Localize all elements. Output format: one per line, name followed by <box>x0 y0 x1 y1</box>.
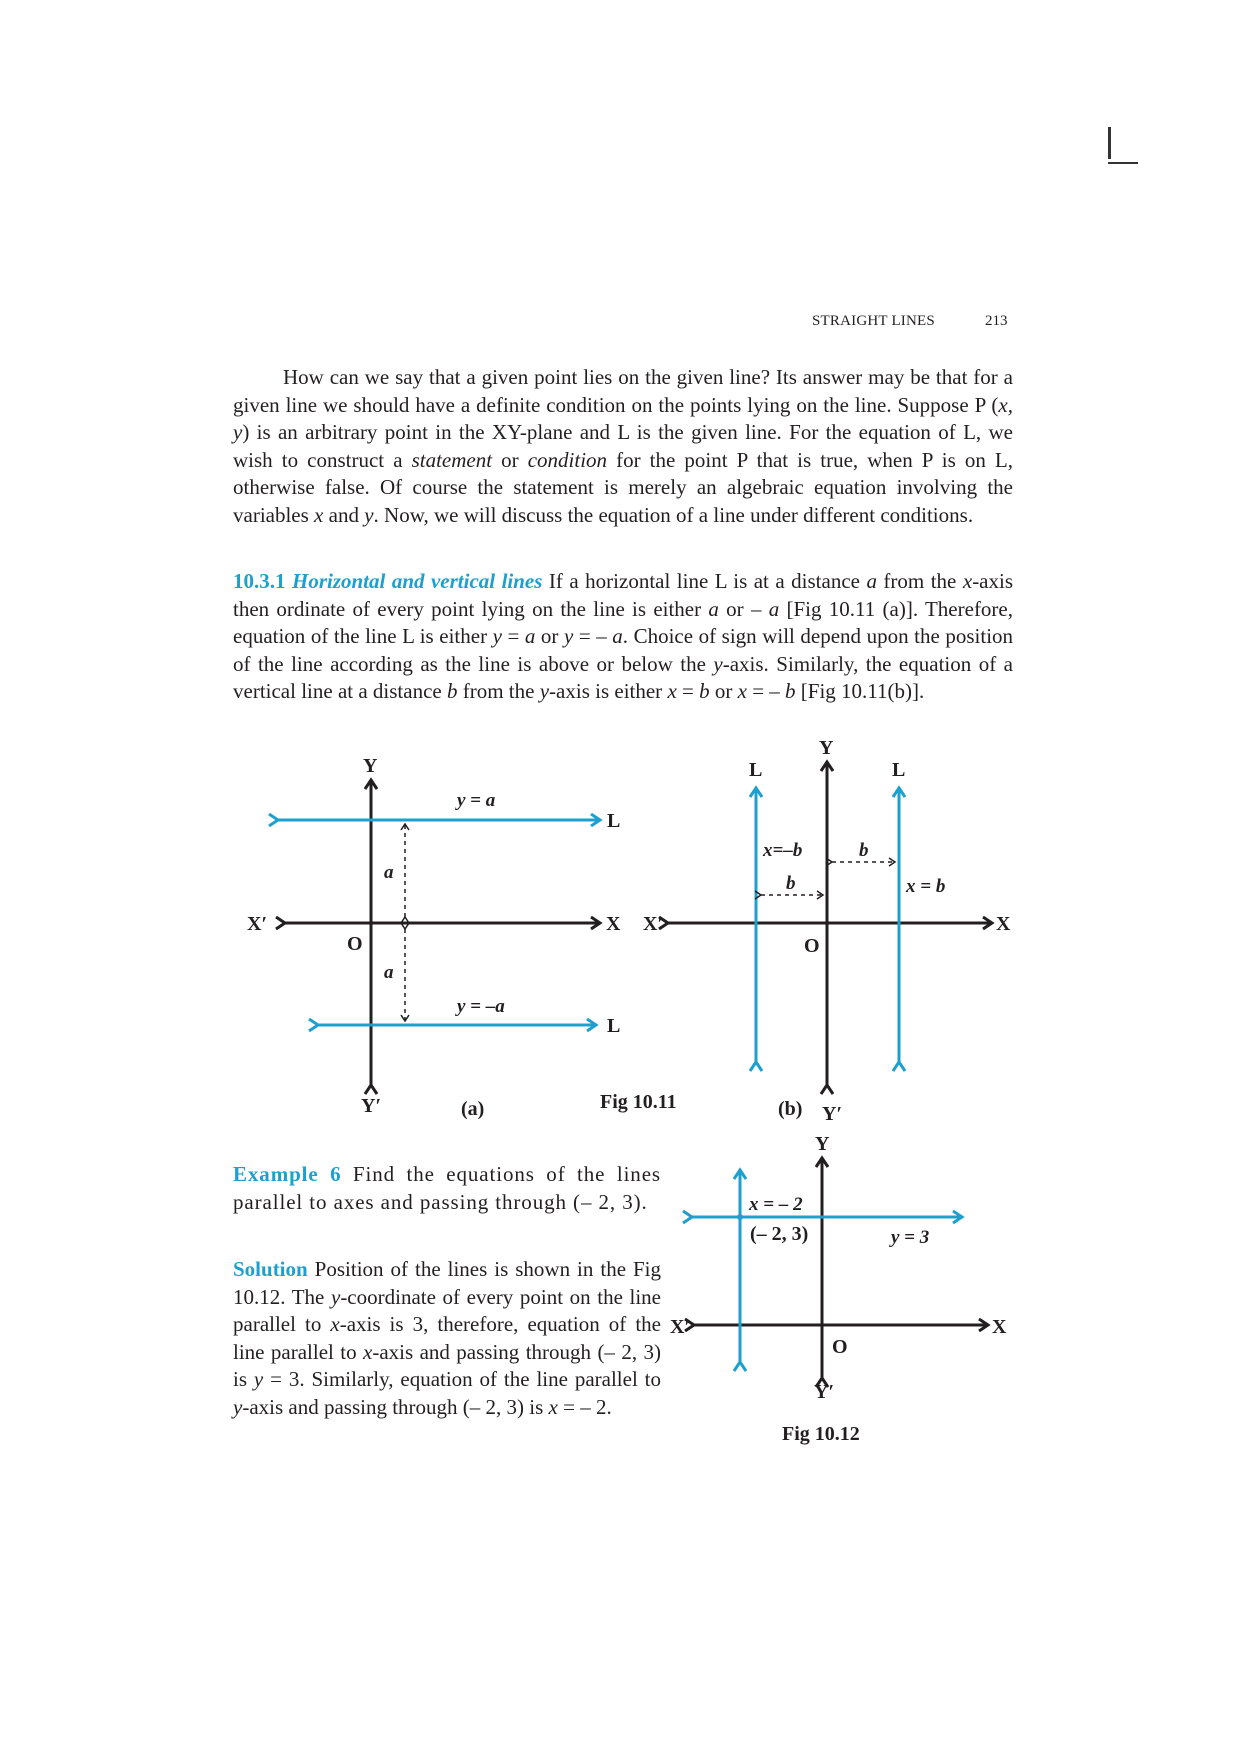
math-variable: a <box>524 624 536 649</box>
fig-b-distance-label-left: b <box>786 873 796 894</box>
math-variable: x, y <box>233 392 1013 445</box>
text-run: and <box>323 502 365 527</box>
math-variable: x <box>548 1394 558 1419</box>
math-variable: y <box>539 679 550 704</box>
text-run: = – <box>746 679 786 704</box>
text-run: = <box>501 624 525 649</box>
fig-b-line-label-right: L <box>892 759 906 781</box>
fig-a-y-neg-label: Y′ <box>361 1095 382 1117</box>
fig-a-origin-label: O <box>347 933 363 955</box>
text-run: Position of the lines is shown in the Fig 10.12. The <box>233 1257 661 1309</box>
fig-a-line-label-bottom: L <box>607 1015 621 1037</box>
math-variable: y <box>492 624 502 649</box>
fig-10-11-caption: Fig 10.11 <box>600 1091 677 1113</box>
fig12-x-neg-label: X′ <box>670 1316 691 1338</box>
fig-a-eq-bottom: y = –a <box>457 996 505 1017</box>
math-variable: y <box>713 651 723 676</box>
math-variable: b <box>785 679 796 704</box>
text-run: = 3. Similarly, equation of the line parallel to <box>263 1367 661 1392</box>
solution-body <box>233 1257 661 1419</box>
text-run: = – <box>573 624 613 649</box>
text-run: or – <box>718 596 769 621</box>
math-variable: x <box>363 1339 373 1364</box>
text-run: [Fig 10.11 (a)]. Therefore, equation of the line L is either <box>233 596 1013 649</box>
fig12-y-label: Y <box>815 1133 830 1155</box>
running-title: STRAIGHT LINES <box>812 313 935 329</box>
math-variable: x <box>667 679 677 704</box>
text-run: . Choice of sign will depend upon the position of the line according as the line is above or below the <box>233 624 1014 676</box>
math-variable: a <box>612 624 623 649</box>
text-run: = <box>676 679 700 704</box>
math-variable: x <box>737 679 747 704</box>
math-variable: x <box>330 1312 340 1337</box>
text-run: [Fig 10.11(b)]. <box>795 679 925 704</box>
example-6-text <box>233 1161 661 1216</box>
math-variable: a <box>768 596 780 621</box>
solution-label: Solution <box>233 1257 308 1281</box>
text-run: ) is an arbitrary point in the XY-plane and L is the given line. For the equation of L, we wish to construct a <box>233 420 1013 472</box>
fig12-origin-label: O <box>832 1336 848 1358</box>
fig-b-eq-right: x = b <box>906 876 946 897</box>
math-variable: condition <box>527 447 608 472</box>
text-run: for the point P that is true, when P is on L, otherwise false. Of course the statement is merely an algebraic equation involving the variables <box>233 447 1013 527</box>
fig12-point <box>737 1214 743 1220</box>
math-variable: y <box>364 502 374 527</box>
text-run: . Now, we will discuss the equation of a line under different conditions. <box>373 502 974 527</box>
math-variable: y <box>563 624 574 649</box>
text-run: -axis and passing through (– 2, 3) is <box>233 1339 661 1392</box>
section-title: Horizontal and vertical lines <box>291 569 543 593</box>
example-6 <box>233 1161 661 1216</box>
fig-b-distance-label-right: b <box>859 840 869 861</box>
text-run: = – 2. <box>557 1394 612 1419</box>
fig-a-x-neg-label: X′ <box>247 913 268 935</box>
text-run: or <box>535 624 564 649</box>
fig-10-12-caption: Fig 10.12 <box>782 1423 860 1445</box>
fig-b-x-neg-label: X′ <box>643 913 664 935</box>
text-run: -axis is 3, therefore, equation of the line parallel to <box>233 1312 661 1364</box>
fig-a-sublabel: (a) <box>461 1098 485 1120</box>
example-body: Find the equations of the lines parallel to axes and passing through (– 2, 3). <box>233 1162 662 1214</box>
text-run: from the <box>876 569 963 593</box>
fig12-y-neg-label: Y′ <box>814 1381 835 1403</box>
text-run: How can we say that a given point lies on the given line? Its answer may be that for a given line we should have a definite condition on the points lying on the line. Suppose P ( <box>233 365 1013 417</box>
math-variable: y <box>233 1394 243 1419</box>
math-variable: y <box>330 1284 341 1309</box>
fig-a-distance-label-upper: a <box>384 862 394 883</box>
text-run: -axis is either <box>549 679 668 704</box>
math-variable: x <box>962 569 973 593</box>
math-variable: b <box>699 679 710 704</box>
fig-b-x-label: X <box>996 913 1011 935</box>
text-run: -coordinate of every point on the line parallel to <box>233 1284 661 1337</box>
text-run: If a horizontal line L is at a distance <box>542 569 867 593</box>
math-variable: y <box>253 1367 264 1392</box>
text-run: or <box>709 679 738 704</box>
fig12-eq-vertical: x = – 2 <box>749 1194 803 1215</box>
fig-b-sublabel: (b) <box>778 1098 803 1120</box>
math-variable: b <box>446 679 458 704</box>
fig-b-y-neg-label: Y′ <box>822 1103 843 1125</box>
solution-text <box>233 1256 661 1422</box>
fig12-eq-horizontal: y = 3 <box>891 1227 930 1248</box>
text-run: -axis and passing through (– 2, 3) is <box>242 1394 549 1419</box>
fig-a-line-label-top: L <box>607 810 621 832</box>
text-run: -axis. Similarly, the equation of a vertical line at a distance <box>233 651 1013 704</box>
fig-b-origin-label: O <box>804 935 820 957</box>
fig12-x-label: X <box>992 1316 1007 1338</box>
page-number: 213 <box>985 313 1008 329</box>
fig12-point-label: (– 2, 3) <box>750 1223 809 1245</box>
example-label: Example 6 <box>233 1162 342 1186</box>
fig-a-distance-label-lower: a <box>384 962 394 983</box>
solution <box>233 1256 661 1422</box>
section-number: 10.3.1 <box>233 569 286 593</box>
math-variable: a <box>866 569 877 593</box>
fig-a-x-label: X <box>606 913 621 935</box>
text-run: -axis then ordinate of every point lying on the line is either <box>233 569 1014 621</box>
fig-b-eq-left: x=–b <box>763 840 803 861</box>
math-variable: statement <box>411 447 493 472</box>
fig-b-y-label: Y <box>819 737 834 759</box>
fig-a-y-label: Y <box>363 755 378 777</box>
math-variable: a <box>708 596 719 621</box>
fig-b-line-label-left: L <box>749 759 763 781</box>
fig-a-eq-top: y = a <box>457 790 496 811</box>
text-run: or <box>492 447 528 472</box>
math-variable: x <box>314 502 324 527</box>
text-run: from the <box>457 679 540 704</box>
